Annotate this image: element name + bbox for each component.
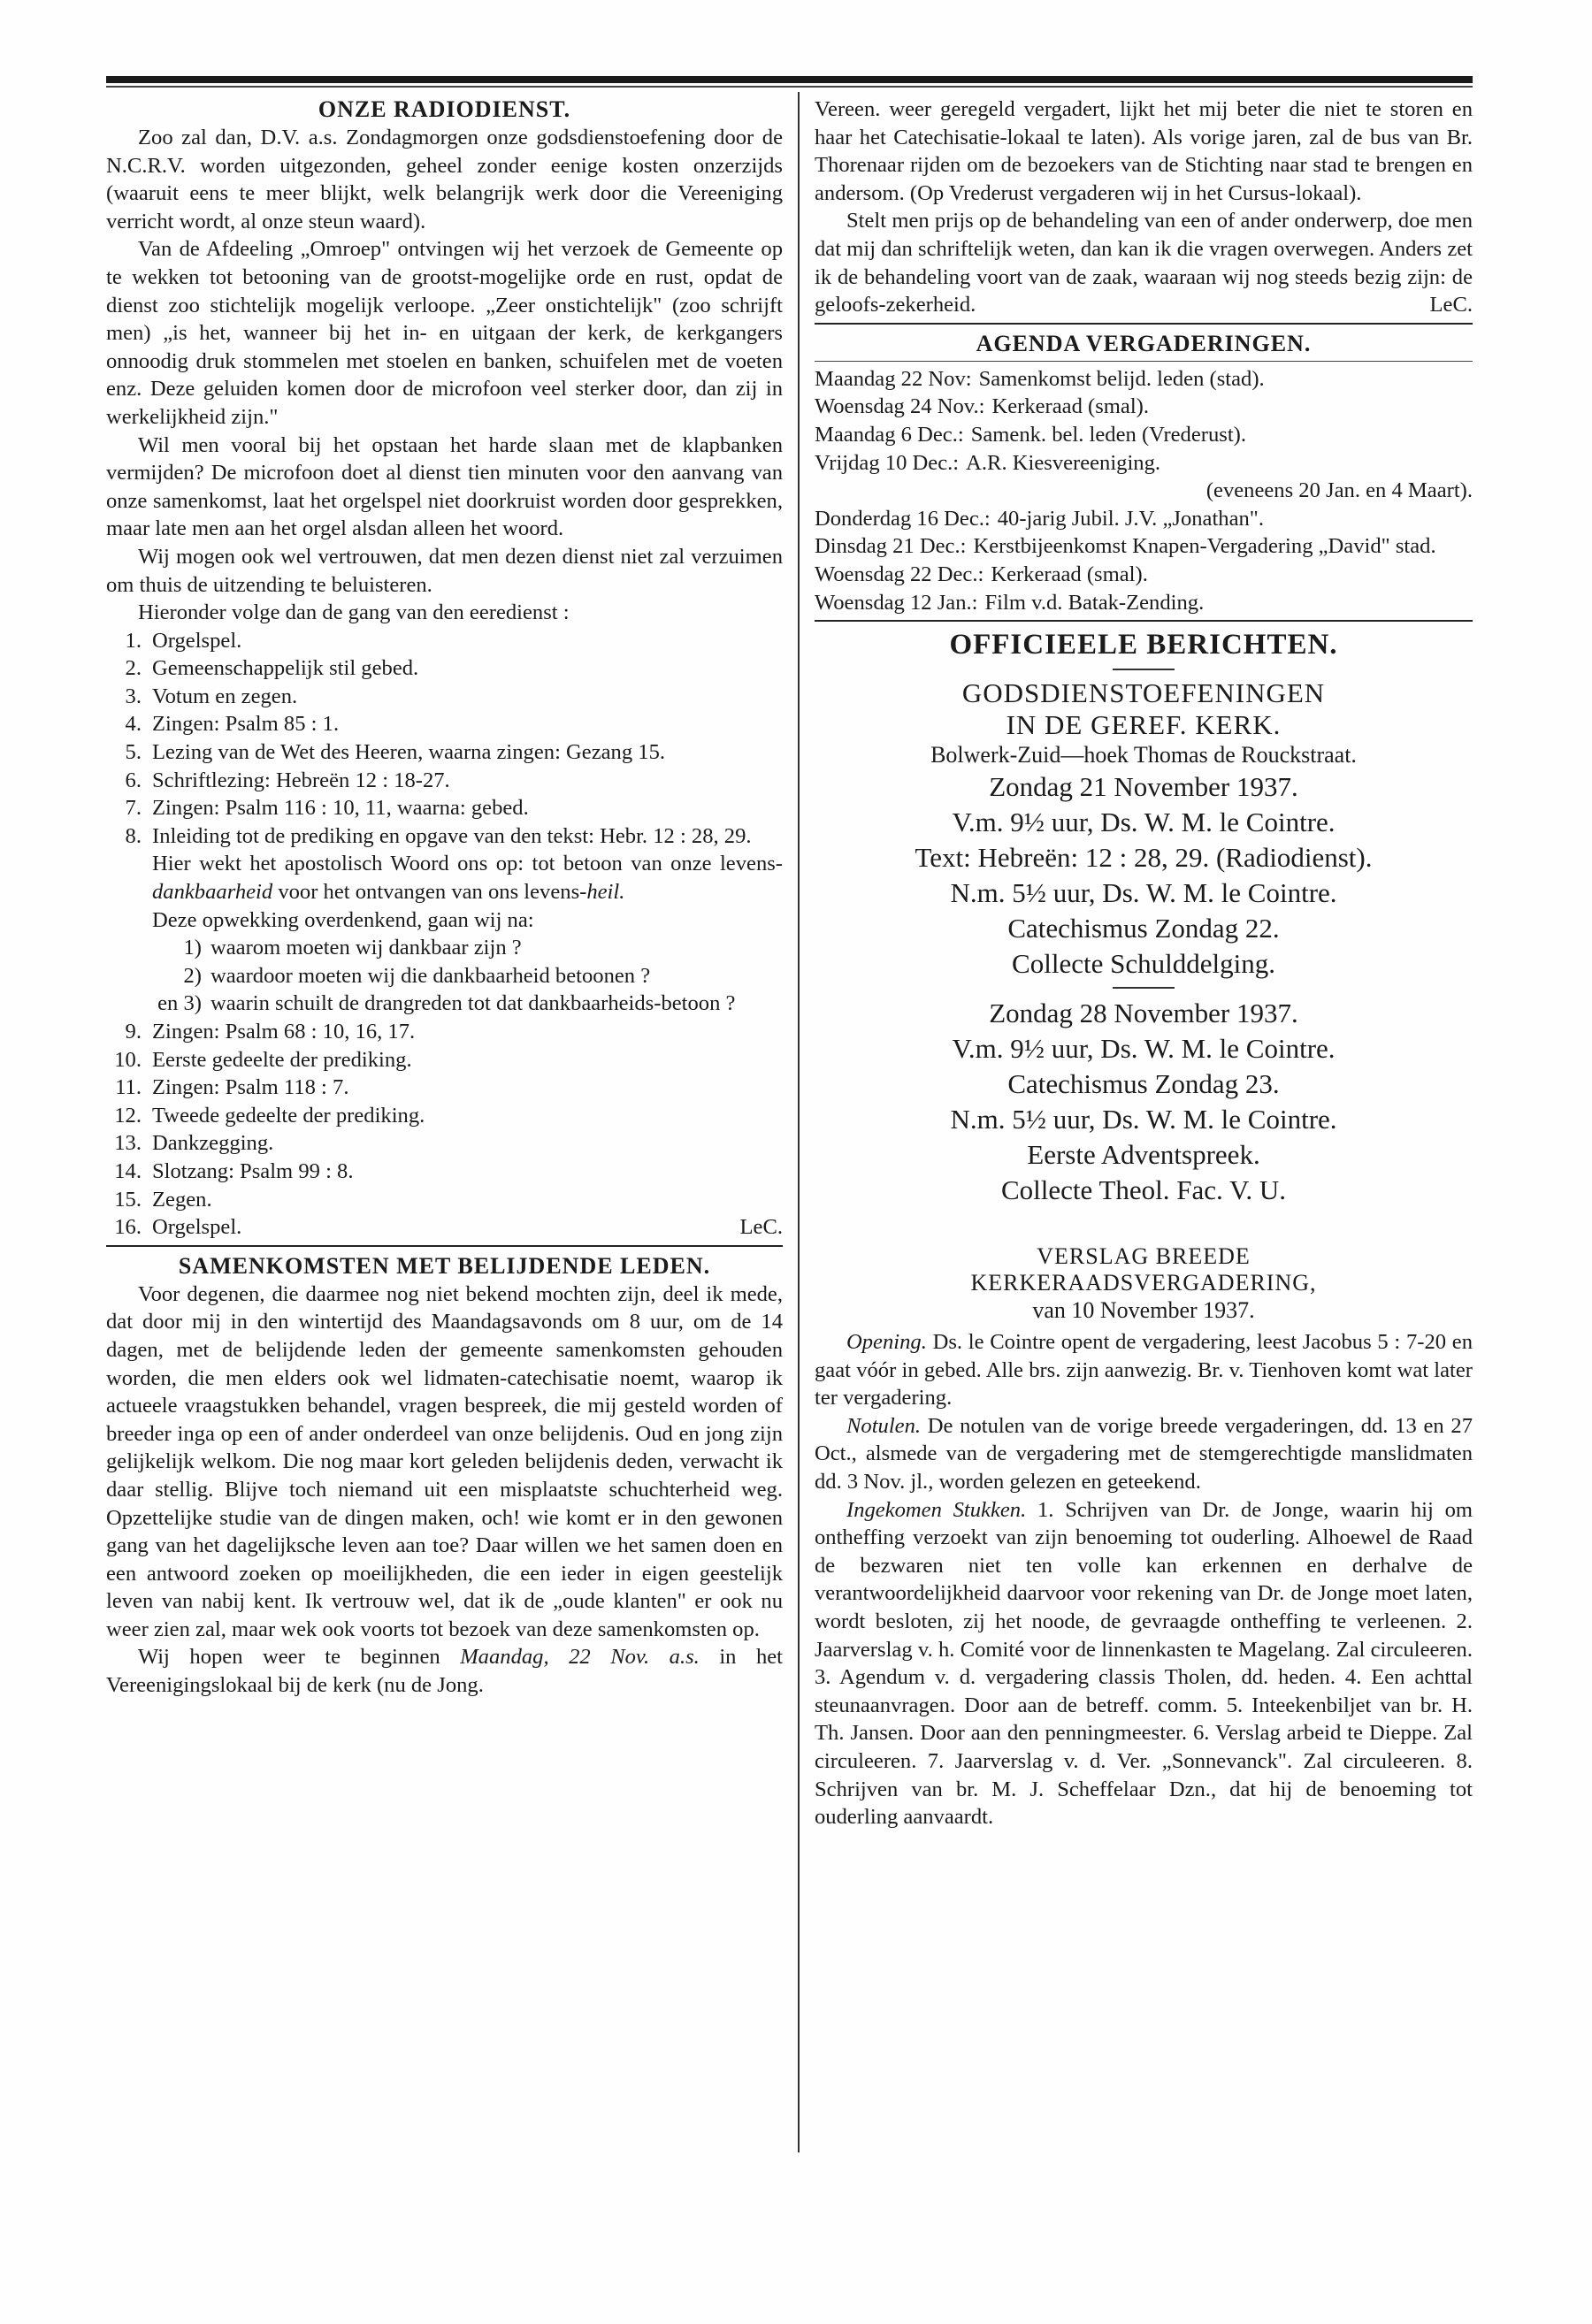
service-line: Collecte Schulddelging. <box>1012 948 1275 980</box>
radio-paragraph-3: Wil men vooral bij het opstaan het harde slaan met de klapbanken vermijden? De microfoon doet al dienst tien minuten voor den aanvang van onze samenkomst, laat het orgelspel niet doorkruist worden door gesprekken, maar late men aan het orgel alsdan alleen het woord. <box>106 432 783 541</box>
samenkomsten-paragraph-1: Voor degenen, die daarmee nog niet bekend mochten zijn, deel ik mede, dat door mij in den wintertijd des Maandagsavonds om 8 uur, om de 14 dagen, met de belijdende leden der gemeente samenkomsten gehouden worden, die men elders ook wel lidmaten-catechisatie noemt, waarop ik actueele vraagstukken behandel, vragen bespreek, die mij gesteld worden of breeder inga op een of ander onderdeel van onze belijdenis. Oud en jong zijn gelijkelijk welkom. Die nog maar kort geleden belijdenis deden, verwacht ik daar stellig. Blijve toch niemand uit een misplaatste schuchterheid weg. Opzettelijke studie van de dingen maken, och! wie komt er in den gewonen gang van het dagelijksche leven aan toe? Daar willen we het samen doen en een antwoord zoeken op moeilijkheden, die een ieder in eigen geestelijk leven van nabij kent. Ik vertrouw wel, dat ik de „oude klanten" er ook nu weer zien zal, maar wek ook voorts tot bezoek van deze samenkomsten op. <box>106 1281 783 1641</box>
list-item: 12. Tweede gedeelte der prediking. <box>114 1103 425 1128</box>
verslag-notulen: Notulen. De notulen van de vorige breede vergaderingen, dd. 13 en 27 Oct., alsmede van de vergadering met de stemgerechtigde manslidmaten dd. 3 Nov. jl., worden gelezen en geteekend. <box>815 1413 1473 1495</box>
service-block-1 <box>815 769 1473 982</box>
list-item: 16. Orgelspel. LeC. <box>106 1213 783 1242</box>
verslag-ingekomen: Ingekomen Stukken. 1. Schrijven van Dr. de Jonge, waarin hij om ontheffing verzoekt van zijn benoeming tot ouderling. Alhoewel de Raad de bezwaren niet ten volle kan erkennen en derhalve de verantwoordelijkheid daarvoor voor rekening van Dr. de Jonge moet laten, wordt besloten, zij het noode, de gevraagde ontheffing te verleenen. 2. Jaarverslag v. h. Comité voor de linnenkasten te Magelang. Zal circuleeren. 3. Agendum v. d. vergadering classis Tholen, dd. heden. 4. Een achttal steunaanvragen. Door aan de betreff. comm. 5. Inteekenbiljet van br. H. Th. Jansen. Door aan den penningmeester. 6. Verslag arbeid te Dieppe. Zal circuleeren. 7. Jaarverslag v. d. Ver. „Sonnevanck". Zal circuleeren. 8. Schrijven van br. M. J. Scheffelaar Dzn., dat hij de benoeming tot ouderling aanvaardt. <box>815 1497 1473 1830</box>
column-divider <box>798 92 800 2152</box>
radio-paragraph-5: Hieronder volge dan de gang van den eeredienst : <box>138 600 570 625</box>
list-item: Maandag 6 Dec.: Samenk. bel. leden (Vrederust). <box>815 422 1246 447</box>
agenda-continuation: (eveneens 20 Jan. en 4 Maart). <box>1205 478 1473 503</box>
service-line: N.m. 5½ uur, Ds. W. M. le Cointre. <box>950 1104 1337 1135</box>
list-item: 8. Inleiding tot de prediking en opgave van den tekst: Hebr. 12 : 28, 29. <box>125 823 752 848</box>
top-rule-thin <box>106 86 1473 88</box>
signature: LeC. <box>739 1215 783 1240</box>
newspaper-page <box>106 0 1473 2324</box>
church-address: Bolwerk-Zuid—hoek Thomas de Rouckstraat. <box>930 742 1357 768</box>
left-column <box>106 96 783 1700</box>
list-item: Dinsdag 21 Dec.: Kerstbijeenkomst Knapen-Vergadering „David" stad. <box>815 534 1436 559</box>
sermon-intro: Deze opwekking overdenkend, gaan wij na: <box>152 907 534 932</box>
list-item: 4. Zingen: Psalm 85 : 1. <box>125 712 340 737</box>
agenda-list <box>815 365 1473 616</box>
radio-paragraph-1: Zoo zal dan, D.V. a.s. Zondagmorgen onze godsdienstoefening door de N.C.R.V. worden uitgezonden, geheel zonder eenige kosten onzerzijds (waaruit eens te meer blijkt, welk belangrijk werk door die Vereeniging verricht wordt, al onze steun waard). <box>106 126 783 233</box>
service-date: Zondag 28 November 1937. <box>989 998 1298 1029</box>
samenkomsten-paragraph-2: Wij hopen weer te beginnen Maandag, 22 Nov. a.s. in het Vereenigingslokaal bij de kerk (nu de Jong. <box>106 1645 783 1698</box>
services-heading-1: GODSDIENSTOEFENINGEN <box>961 677 1326 709</box>
radio-paragraph-2: Van de Afdeeling „Omroep" ontvingen wij het verzoek de Gemeente op te wekken tot betooning van de grootst-mogelijke orde en rust, opdat de dienst zoo stichtelijk mogelijk verloope. „Zeer onstichtelijk" (zoo schrijft men) „is het, wanneer bij het in- en uitgaan der kerk, de kerkgangers onnoodig druk stommelen met stoelen en banken, schuifelen met de voeten enz. Deze geluiden komen door de microfoon veel sterker door, dan zij in werkelijkheid zijn." <box>106 237 783 429</box>
order-of-service <box>106 627 783 851</box>
list-item: 3. Votum en zegen. <box>125 684 298 708</box>
list-item: 2. Gemeenschappelijk stil gebed. <box>125 656 419 681</box>
verslag-opening: Opening. Ds. le Cointre opent de vergadering, leest Jacobus 5 : 7-20 en gaat vóór in gebed. Alle brs. zijn aanwezig. Br. v. Tienhoven komt wat later ter vergadering. <box>815 1330 1473 1410</box>
officieel-heading: OFFICIEELE BERICHTEN. <box>949 629 1338 661</box>
list-item: 7. Zingen: Psalm 116 : 10, 11, waarna: gebed. <box>125 796 529 821</box>
service-block-2 <box>815 996 1473 1208</box>
list-item: 11. Zingen: Psalm 118 : 7. <box>115 1075 349 1100</box>
short-rule <box>1113 669 1175 670</box>
agenda-heading: AGENDA VERGADERINGEN. <box>976 330 1312 356</box>
list-item: 1. Orgelspel. <box>125 628 242 653</box>
service-date: Zondag 21 November 1937. <box>989 771 1298 803</box>
list-item: Vrijdag 10 Dec.: A.R. Kiesvereeniging. <box>815 450 1161 475</box>
radio-heading: ONZE RADIODIENST. <box>318 96 571 122</box>
continued-paragraph: Vereen. weer geregeld vergadert, lijkt het mij beter die niet te storen en haar het Catechisatie-lokaal te laten). Als vorige jaren, zal de bus van Br. Thorenaar rijden om de bezoekers van de Stichting naar stad te brengen en andersom. (Op Vrederust vergaderen wij in het Cursus-lokaal). <box>815 97 1473 205</box>
section-rule <box>106 1245 783 1247</box>
service-line: V.m. 9½ uur, Ds. W. M. le Cointre. <box>952 807 1336 838</box>
samenkomsten-heading: SAMENKOMSTEN MET BELIJDENDE LEDEN. <box>178 1252 711 1279</box>
service-line: Catechismus Zondag 23. <box>1007 1068 1280 1100</box>
agenda-rule <box>815 361 1473 362</box>
list-item: Woensdag 12 Jan.: Film v.d. Batak-Zending. <box>815 590 1205 615</box>
services-heading-2: IN DE GEREF. KERK. <box>1006 709 1282 741</box>
list-item: 6. Schriftlezing: Hebreën 12 : 18-27. <box>125 768 450 792</box>
service-line: Collecte Theol. Fac. V. U. <box>1000 1174 1287 1206</box>
sermon-point: 2) waardoor moeten wij die dankbaarheid betoonen ? <box>183 963 651 988</box>
section-rule <box>815 323 1473 325</box>
service-line: N.m. 5½ uur, Ds. W. M. le Cointre. <box>950 877 1337 909</box>
section-rule <box>815 620 1473 622</box>
radio-paragraph-4: Wij mogen ook wel vertrouwen, dat men dezen dienst niet zal verzuimen om thuis de uitzending te beluisteren. <box>106 544 783 597</box>
list-item: 14. Slotzang: Psalm 99 : 8. <box>114 1158 354 1183</box>
sermon-theme: Hier wekt het apostolisch Woord ons op: tot betoon van onze levens-dankbaarheid voor het ontvangen van ons levens-heil. <box>152 852 783 905</box>
verslag-date: van 10 November 1937. <box>1032 1297 1255 1324</box>
list-item: 13. Dankzegging. <box>114 1131 274 1156</box>
order-of-service-continued <box>106 1018 783 1242</box>
sermon-point: 1) waarom moeten wij dankbaar zijn ? <box>183 936 522 960</box>
verslag-heading-2: KERKERAADSVERGADERING, <box>970 1270 1317 1296</box>
service-line: Eerste Adventspreek. <box>1027 1139 1260 1171</box>
list-item: 5. Lezing van de Wet des Heeren, waarna zingen: Gezang 15. <box>125 740 666 765</box>
list-item: Woensdag 22 Dec.: Kerkeraad (smal). <box>815 562 1148 586</box>
continued-paragraph-2: Stelt men prijs op de behandeling van een of ander onderwerp, doe men dat mij dan schriftelijk weten, dan kan ik die vragen overwegen. Anders zet ik de behandeling voort van de zaak, waaraan wij nog steeds bezig zijn: de geloofs-zekerheid. LeC. <box>815 207 1473 318</box>
verslag-heading-1: VERSLAG BREEDE <box>1037 1243 1251 1270</box>
list-item: Maandag 22 Nov: Samenkomst belijd. leden (stad). <box>815 366 1265 391</box>
service-line: Catechismus Zondag 22. <box>1007 913 1280 944</box>
list-item: 10. Eerste gedeelte der prediking. <box>114 1047 412 1072</box>
right-column <box>815 96 1473 1831</box>
top-rule <box>106 76 1473 83</box>
sermon-point: en 3) waarin schuilt de drangreden tot dat dankbaarheids-betoon ? <box>157 991 736 1016</box>
service-line: V.m. 9½ uur, Ds. W. M. le Cointre. <box>952 1033 1336 1065</box>
service-line: Text: Hebreën: 12 : 28, 29. (Radiodienst). <box>915 842 1373 874</box>
list-item: 15. Zegen. <box>114 1187 212 1212</box>
list-item: 9. Zingen: Psalm 68 : 10, 16, 17. <box>125 1020 416 1044</box>
list-item: Donderdag 16 Dec.: 40-jarig Jubil. J.V. „Jonathan". <box>815 506 1264 531</box>
list-item: Woensdag 24 Nov.: Kerkeraad (smal). <box>815 394 1149 419</box>
short-rule <box>1113 987 1175 989</box>
signature: LeC. <box>1429 293 1473 317</box>
